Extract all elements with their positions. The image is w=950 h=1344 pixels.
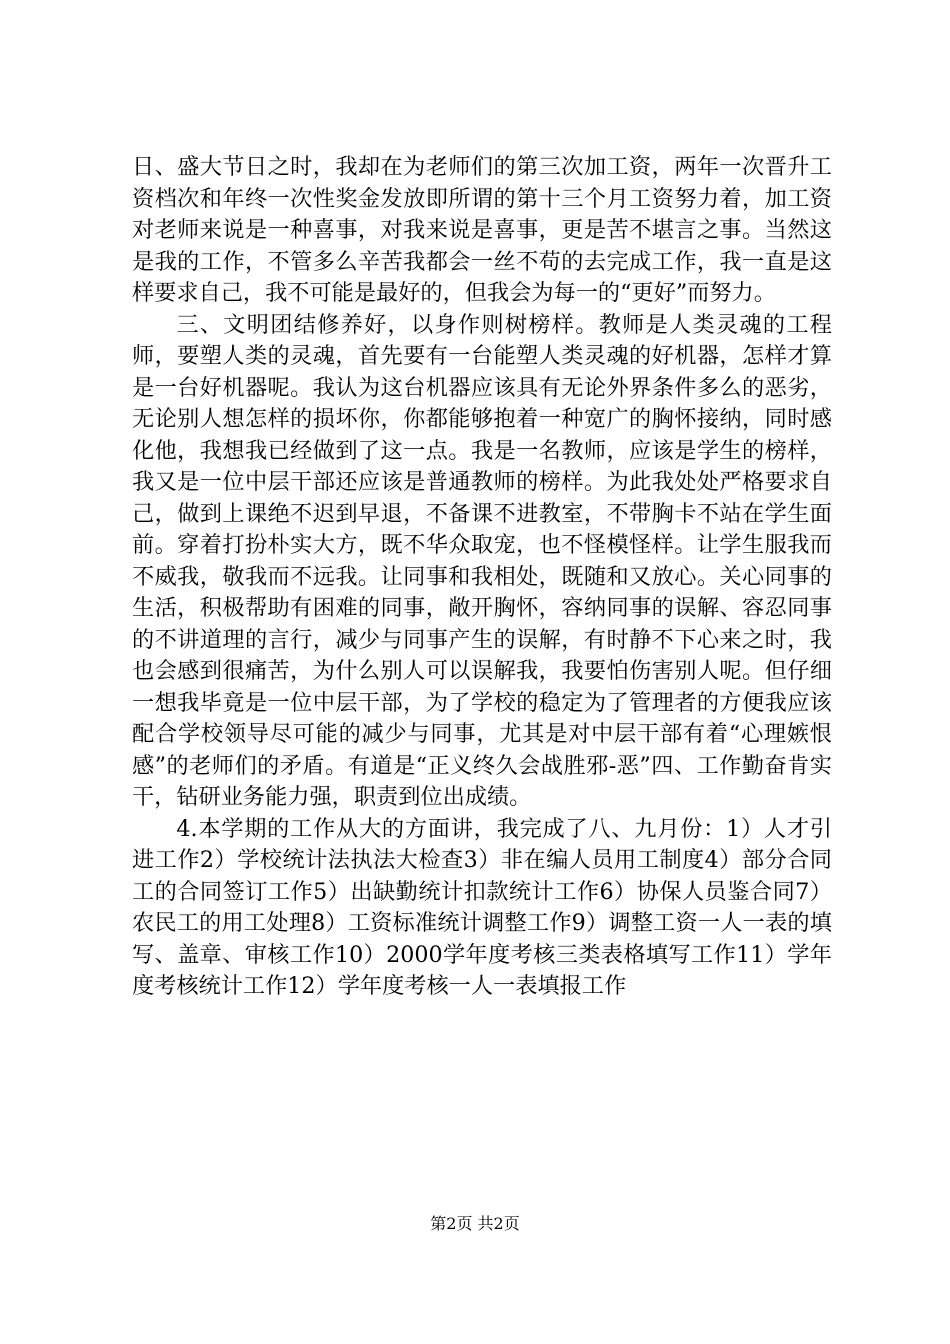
paragraph-section-three: 三、文明团结修养好，以身作则树榜样。教师是人类灵魂的工程师，要塑人类的灵魂，首先要有一台能塑人类灵魂的好机器，怎样才算是一台好机器呢。我认为这台机器应该具有无论外界条件多么的恶劣，无论别人想怎样的损坏你，你都能够抱着一种宽广的胸怀接纳，同时感化他，我想我已经做到了这一点。我是一名教师，应该是学生的榜样，我又是一位中层干部还应该是普通教师的榜样。为此我处处严格要求自己，做到上课绝不迟到早退，不备课不进教室，不带胸卡不站在学生面前。穿着打扮朴实大方，既不华众取宠，也不怪模怪样。让学生服我而不威我，敬我而不远我。让同事和我相处，既随和又放心。关心同事的生活，积极帮助有困难的同事，敞开胸怀，容纳同事的误解、容忍同事的不讲道理的言行，减少与同事产生的误解，有时静不下心来之时，我也会感到很痛苦，为什么别人可以误解我，我要怕伤害别人呢。但仔细一想我毕竟是一位中层干部，为了学校的稳定为了管理者的方便我应该配合学校领导尽可能的减少与同事，尤其是对中层干部有着“心理嫉恨感”的老师们的矛盾。有道是“正义终久会战胜邪-恶”四、工作勤奋肯实干，钻研业务能力强，职责到位出成绩。 (132, 311, 832, 810)
paragraph-continuation: 日、盛大节日之时，我却在为老师们的第三次加工资，两年一次晋升工资档次和年终一次性奖金发放即所谓的第十三个月工资努力着，加工资对老师来说是一种喜事，对我来说是喜事，更是苦不堪言之事。当然这是我的工作，不管多么辛苦我都会一丝不苟的去完成工作，我一直是这样要求自己，我不可能是最好的，但我会为每一的“更好”而努力。 (132, 154, 832, 306)
document-body (132, 152, 832, 1003)
page-number-footer: 第2页 共2页 (430, 1214, 520, 1233)
paragraph-work-list: 4.本学期的工作从大的方面讲，我完成了八、九月份：1）人才引进工作2）学校统计法执法大检查3）非在编人员用工制度4）部分合同工的合同签订工作5）出缺勤统计扣款统计工作6）协保人员鉴合同7）农民工的用工处理8）工资标准统计调整工作9）调整工资一人一表的填写、盖章、审核工作10）2000学年度考核三类表格填写工作11）学年度考核统计工作12）学年度考核一人一表填报工作 (132, 815, 832, 999)
